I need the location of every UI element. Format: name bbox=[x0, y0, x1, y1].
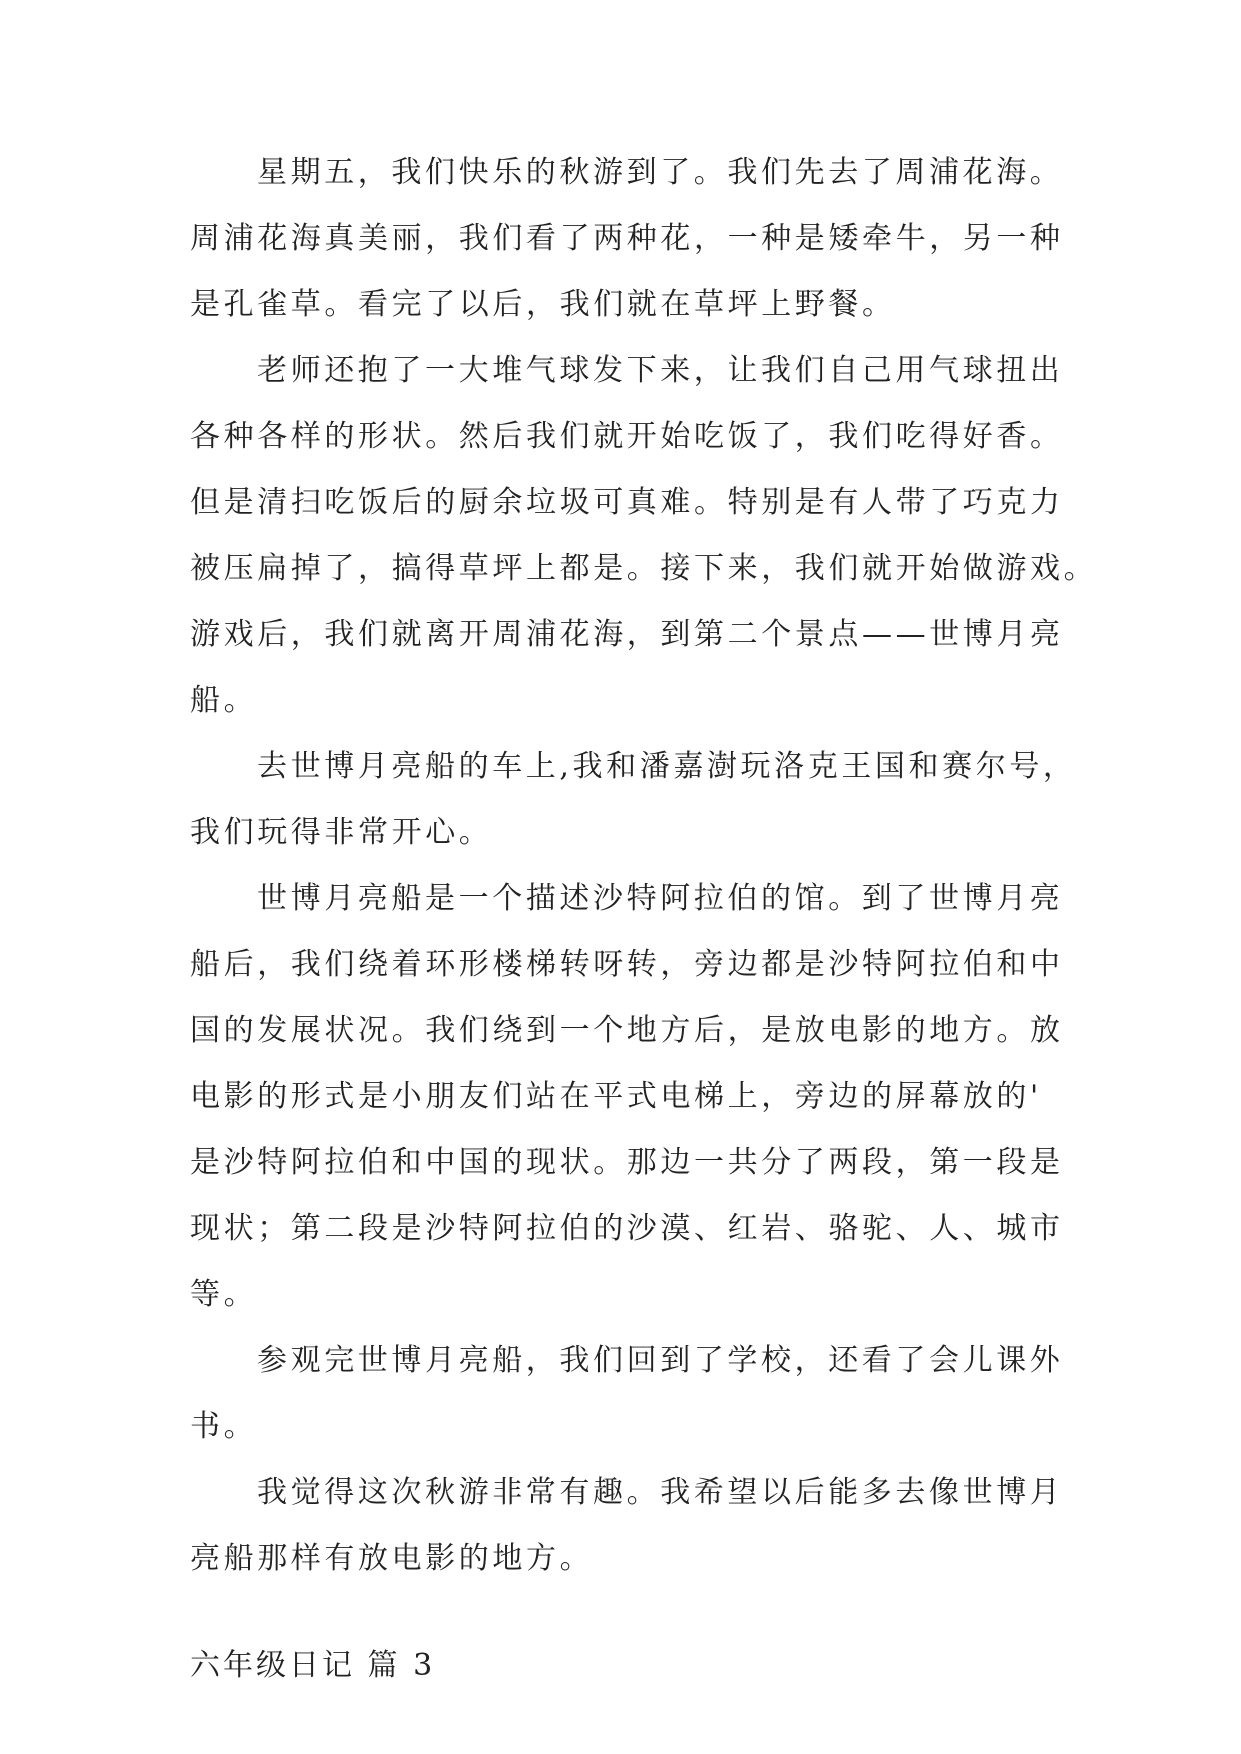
paragraph-6-line-2: 亮船那样有放电影的地方。 bbox=[190, 1541, 594, 1576]
paragraph-3-line-1: 去世博月亮船的车上,我和潘嘉澍玩洛克王国和赛尔号， bbox=[257, 749, 1077, 784]
paragraph-2-line-4: 被压扁掉了，搞得草坪上都是。接下来，我们就开始做游戏。 bbox=[190, 551, 1098, 586]
paragraph-5-line-1: 参观完世博月亮船，我们回到了学校，还看了会儿课外 bbox=[257, 1343, 1064, 1378]
paragraph-4-line-1: 世博月亮船是一个描述沙特阿拉伯的馆。到了世博月亮 bbox=[257, 881, 1064, 916]
paragraph-1-line-2: 周浦花海真美丽，我们看了两种花，一种是矮牵牛，另一种 bbox=[190, 221, 1064, 256]
paragraph-2-line-2: 各种各样的形状。然后我们就开始吃饭了，我们吃得好香。 bbox=[190, 419, 1064, 454]
paragraph-3-line-2: 我们玩得非常开心。 bbox=[190, 815, 493, 850]
paragraph-1-line-3: 是孔雀草。看完了以后，我们就在草坪上野餐。 bbox=[190, 287, 896, 322]
paragraph-2-line-5: 游戏后，我们就离开周浦花海，到第二个景点——世博月亮 bbox=[190, 617, 1064, 652]
section-heading: 六年级日记 篇 3 bbox=[190, 1648, 436, 1683]
paragraph-4-line-2: 船后，我们绕着环形楼梯转呀转，旁边都是沙特阿拉伯和中 bbox=[190, 947, 1064, 982]
paragraph-1-line-1: 星期五，我们快乐的秋游到了。我们先去了周浦花海。 bbox=[257, 155, 1064, 190]
paragraph-4-line-5: 是沙特阿拉伯和中国的现状。那边一共分了两段，第一段是 bbox=[190, 1145, 1064, 1180]
paragraph-5-line-2: 书。 bbox=[190, 1409, 258, 1444]
paragraph-2-line-1: 老师还抱了一大堆气球发下来，让我们自己用气球扭出 bbox=[257, 353, 1064, 388]
paragraph-4-line-4: 电影的形式是小朋友们站在平式电梯上，旁边的屏幕放的' bbox=[190, 1079, 1042, 1114]
paragraph-2-line-6: 船。 bbox=[190, 683, 258, 718]
paragraph-2-line-3: 但是清扫吃饭后的厨余垃圾可真难。特别是有人带了巧克力 bbox=[190, 485, 1064, 520]
paragraph-6-line-1: 我觉得这次秋游非常有趣。我希望以后能多去像世博月 bbox=[257, 1475, 1064, 1510]
paragraph-4-line-3: 国的发展状况。我们绕到一个地方后，是放电影的地方。放 bbox=[190, 1013, 1064, 1048]
paragraph-4-line-7: 等。 bbox=[190, 1277, 258, 1312]
paragraph-4-line-6: 现状；第二段是沙特阿拉伯的沙漠、红岩、骆驼、人、城市 bbox=[190, 1211, 1064, 1246]
